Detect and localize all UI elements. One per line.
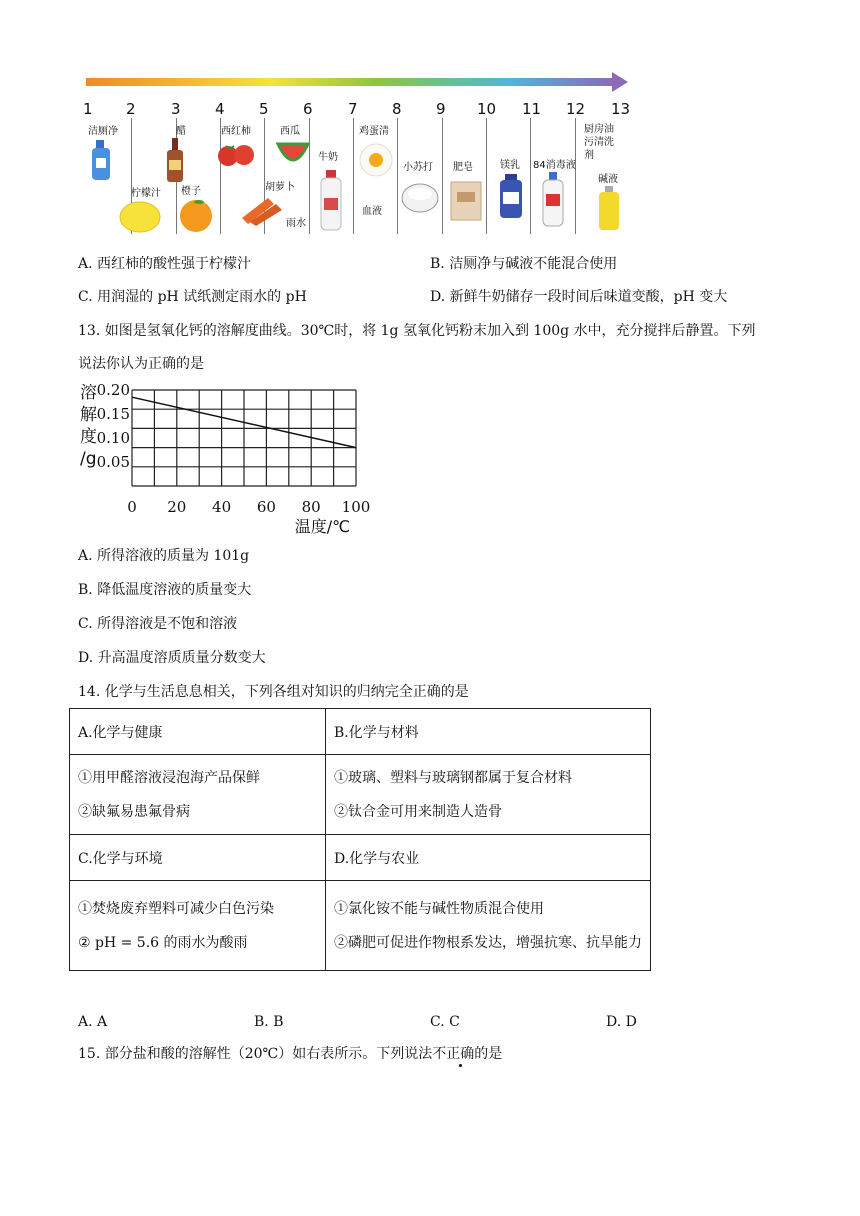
ph-number: 2 (126, 100, 136, 118)
ph-divider (397, 118, 398, 234)
q12-option-b: B. 洁厕净与碱液不能混合使用 (430, 256, 618, 272)
q14-option-c: C. C (430, 1014, 460, 1030)
q13-option-a: A. 所得溶液的质量为 101g (78, 548, 250, 564)
item-label: 牛奶 (318, 152, 338, 163)
cell-c-line-2: ② pH = 5.6 的雨水为酸雨 (78, 934, 248, 951)
cell-d-line-1: ①氯化铵不能与碱性物质混合使用 (334, 900, 544, 917)
cell-b-line-1: ①玻璃、塑料与玻璃钢都属于复合材料 (334, 769, 572, 786)
y-tick-label: 0.05 (96, 453, 130, 471)
ph-divider (530, 118, 531, 234)
ph-divider (309, 118, 310, 234)
item-label: 西瓜 (280, 126, 300, 137)
x-axis-label: 温度/℃ (294, 517, 351, 534)
cell-a-line-2: ②缺氟易患氟骨病 (78, 803, 190, 820)
q12-option-d: D. 新鲜牛奶储存一段时间后味道变酸，pH 变大 (430, 289, 728, 305)
q13-stem-line-1: 13. 如图是氢氧化钙的溶解度曲线。30℃时，将 1g 氢氧化钙粉末加入到 100g 水中，充分搅拌后静置。下列 (78, 323, 756, 339)
item-label: 醋 (176, 126, 186, 137)
watermelon-icon (276, 140, 310, 170)
x-tick-label: 60 (256, 498, 276, 516)
y-axis-label: /g (80, 449, 97, 469)
cell-d-title: D.化学与农业 (326, 835, 651, 881)
cell-b-title: B.化学与材料 (326, 709, 651, 755)
item-label: 污清洗 (584, 137, 614, 148)
q13-option-d: D. 升高温度溶质质量分数变大 (78, 650, 266, 666)
x-tick-label: 40 (212, 498, 232, 516)
ph-number: 6 (303, 100, 313, 118)
q14-stem: 14. 化学与生活息息相关，下列各组对知识的归纳完全正确的是 (78, 684, 469, 700)
emphasis-dot (459, 1064, 462, 1067)
ph-number: 9 (436, 100, 446, 118)
disinfectant-bottle-icon (542, 172, 564, 228)
soap-icon (449, 180, 483, 222)
cell-a-line-1: ①用甲醛溶液浸泡海产品保鲜 (78, 769, 260, 786)
item-label: 血液 (362, 206, 382, 217)
lemon-icon (118, 200, 162, 234)
y-tick-label: 0.10 (96, 429, 130, 447)
item-label: 小苏打 (403, 162, 433, 173)
item-label: 胡萝卜 (265, 182, 295, 193)
item-label: 碱液 (598, 174, 618, 185)
q12-option-c: C. 用润湿的 pH 试纸测定雨水的 pH (78, 289, 307, 305)
ph-number: 11 (522, 100, 542, 118)
y-tick-label: 0.20 (96, 384, 130, 399)
milk-of-magnesia-icon (498, 174, 524, 220)
item-label: 柠檬汁 (131, 188, 161, 199)
x-tick-label: 0 (127, 498, 137, 516)
ph-number: 8 (392, 100, 402, 118)
ph-number: 7 (348, 100, 358, 118)
q15-stem: 15. 部分盐和酸的溶解性（20℃）如右表所示。下列说法不正确的是 (78, 1046, 503, 1062)
q14-option-d: D. D (606, 1014, 637, 1030)
ph-number: 4 (215, 100, 225, 118)
ph-divider (353, 118, 354, 234)
cell-a-content (70, 755, 326, 835)
item-label: 剂 (584, 150, 594, 161)
q12-option-a: A. 西红柿的酸性强于柠檬汁 (78, 256, 252, 272)
item-label: 西红柿 (221, 126, 251, 137)
ph-divider (442, 118, 443, 234)
cell-b-content (326, 755, 651, 835)
q14-option-b: B. B (254, 1014, 284, 1030)
carrot-icon (238, 192, 284, 226)
y-axis-label: 溶 (80, 384, 97, 403)
tomato-icon (216, 140, 256, 168)
q13-stem-line-2: 说法你认为正确的是 (78, 356, 204, 372)
item-label: 84消毒液 (533, 160, 576, 171)
y-tick-label: 0.15 (96, 405, 130, 423)
cell-d-line-2: ②磷肥可促进作物根系发达，增强抗寒、抗旱能力 (334, 934, 642, 951)
cell-c-title: C.化学与环境 (70, 835, 326, 881)
cell-c-line-1: ①焚烧废弃塑料可减少白色污染 (78, 900, 274, 917)
item-label: 鸡蛋清 (359, 126, 389, 137)
toilet-cleaner-bottle-icon (90, 140, 112, 182)
cell-d-content (326, 881, 651, 971)
x-tick-label: 20 (167, 498, 187, 516)
ph-number: 12 (566, 100, 586, 118)
item-label: 洁厕净 (88, 126, 118, 137)
item-label: 镁乳 (500, 160, 520, 171)
ph-gradient-arrow (82, 70, 630, 96)
baking-soda-icon (400, 176, 440, 214)
y-axis-label: 解 (80, 405, 97, 425)
q14-option-a: A. A (78, 1014, 108, 1030)
item-label: 橙子 (181, 186, 201, 197)
cell-a-title: A.化学与健康 (70, 709, 326, 755)
milk-bottle-icon (320, 170, 342, 232)
orange-icon (177, 198, 215, 234)
x-tick-label: 80 (301, 498, 321, 516)
item-label: 肥皂 (453, 162, 473, 173)
knowledge-table (69, 708, 651, 971)
ph-number: 5 (259, 100, 269, 118)
vinegar-bottle-icon (165, 138, 185, 184)
item-label: 厨房油 (584, 124, 614, 135)
lye-bottle-icon (598, 186, 620, 232)
q13-option-c: C. 所得溶液是不饱和溶液 (78, 616, 238, 632)
x-tick-label: 100 (341, 498, 371, 516)
ph-number: 3 (171, 100, 181, 118)
ph-number: 1 (83, 100, 93, 118)
egg-icon (358, 142, 394, 178)
ph-number: 13 (611, 100, 631, 118)
item-label: 雨水 (286, 218, 306, 229)
y-axis-label: 度 (80, 427, 97, 447)
cell-c-content (70, 881, 326, 971)
ph-divider (486, 118, 487, 234)
solubility-chart (78, 384, 378, 534)
ph-divider (575, 118, 576, 234)
cell-b-line-2: ②钛合金可用来制造人造骨 (334, 803, 502, 820)
ph-number: 10 (477, 100, 497, 118)
q13-option-b: B. 降低温度溶液的质量变大 (78, 582, 252, 598)
